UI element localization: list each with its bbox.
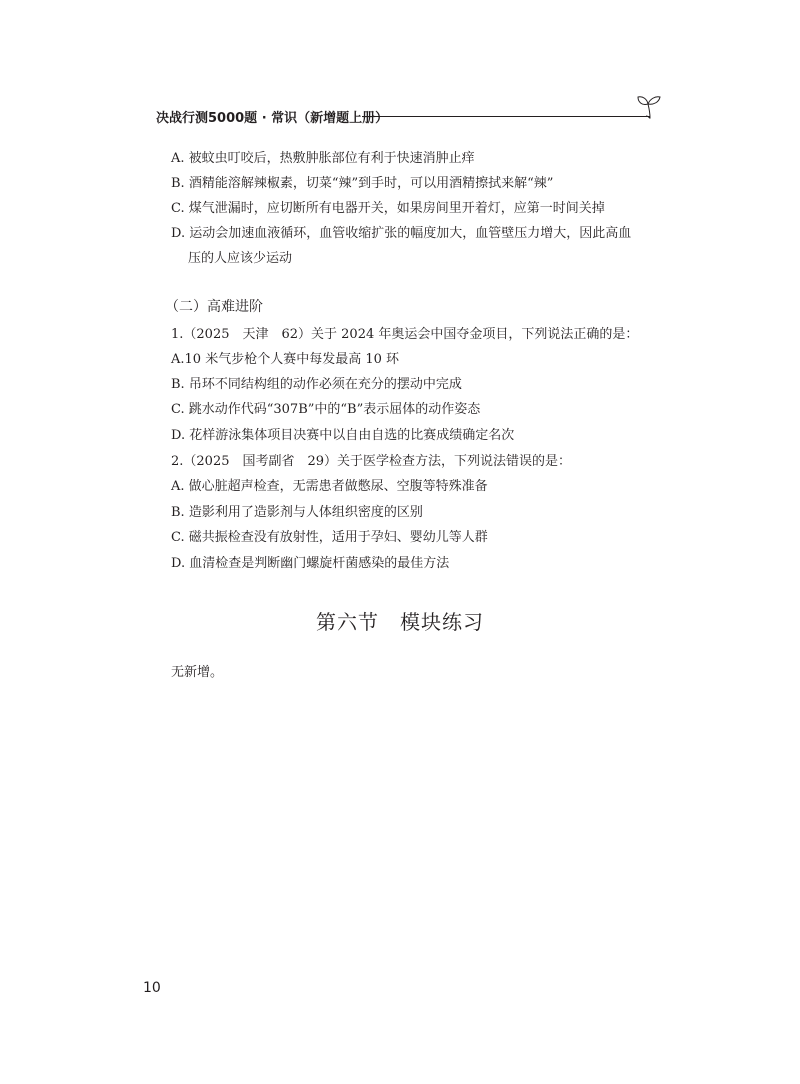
prev-option-a: A. 被蚊虫叮咬后，热敷肿胀部位有利于快速消肿止痒 xyxy=(171,151,475,166)
question-1-stem: 1.（2025 天津 62）关于 2024 年奥运会中国夺金项目，下列说法正确的是： xyxy=(171,327,639,342)
running-header xyxy=(156,103,666,127)
subsection-title: （二）高难进阶 xyxy=(165,299,263,315)
prev-option-d: D. 运动会加速血液循环，血管收缩扩张的幅度加大，血管壁压力增大，因此高血 xyxy=(171,226,632,241)
header-rule xyxy=(362,116,650,117)
sprout-icon xyxy=(636,92,666,120)
question-1-option-c: C. 跳水动作代码“307B”中的“B”表示屈体的动作姿态 xyxy=(171,402,481,417)
question-2-option-d: D. 血清检查是判断幽门螺旋杆菌感染的最佳方法 xyxy=(171,556,450,571)
prev-option-b: B. 酒精能溶解辣椒素，切菜“辣”到手时，可以用酒精擦拭来解“辣” xyxy=(171,176,554,191)
question-2-option-c: C. 磁共振检查没有放射性，适用于孕妇、婴幼儿等人群 xyxy=(171,530,488,545)
question-2-option-a: A. 做心脏超声检查，无需患者做憋尿、空腹等特殊准备 xyxy=(171,479,488,494)
header-title: 决战行测5000题 · 常识（新增题上册） xyxy=(156,111,389,126)
question-2-option-b: B. 造影利用了造影剂与人体组织密度的区别 xyxy=(171,505,423,520)
prev-option-c: C. 煤气泄漏时，应切断所有电器开关，如果房间里开着灯，应第一时间关掉 xyxy=(171,201,605,216)
question-1-option-a: A.10 米气步枪个人赛中每发最高 10 环 xyxy=(171,352,400,367)
section-title: 第六节 模块练习 xyxy=(316,610,484,634)
question-1-option-b: B. 吊环不同结构组的动作必须在充分的摆动中完成 xyxy=(171,377,462,392)
question-2-stem: 2.（2025 国考副省 29）关于医学检查方法，下列说法错误的是： xyxy=(171,454,572,469)
page-number: 10 xyxy=(143,980,161,996)
section-body: 无新增。 xyxy=(171,665,224,680)
prev-option-d-continued: 压的人应该少运动 xyxy=(188,251,293,266)
question-1-option-d: D. 花样游泳集体项目决赛中以自由自选的比赛成绩确定名次 xyxy=(171,428,515,443)
